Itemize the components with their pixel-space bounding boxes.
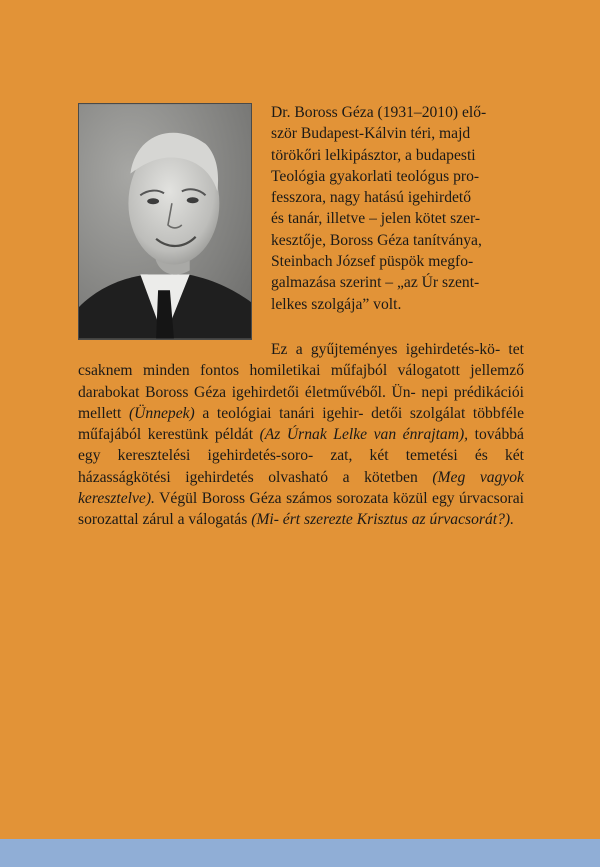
description-italic-title: (Meg vagyok keresztelve). xyxy=(78,468,524,508)
author-bio-line: lelkes szolgája” volt. xyxy=(271,295,402,313)
bottom-color-stripe xyxy=(0,839,600,867)
description-italic-title: (Ünnepek) xyxy=(128,404,195,422)
author-bio-line: törökőri lelkipásztor, a budapesti xyxy=(271,146,476,164)
author-bio-line: Teológia gyakorlati teológus pro- xyxy=(271,167,480,185)
description-italic-title: (Az Úrnak Lelke van énrajtam), xyxy=(259,426,469,444)
book-description-paragraph xyxy=(78,339,524,531)
author-bio-line: Steinbach József püspök megfo- xyxy=(271,253,474,271)
description-text: Ez a gyűjteményes igehirdetés-kö- tet csaknem minden fontos homiletikai műfajból válogatott jellemző darabokat Boross Géza igehirdetői életművéből. Ün- nepi prédikációi mellett xyxy=(78,341,524,422)
description-text: továbbá egy keresztelési igehirdetés-soro- zat, két temetési és két házasságkötési igehirdetés olvasható a kötetben xyxy=(78,426,524,486)
author-bio-line: fesszora, nagy hatású igehirdető xyxy=(271,189,472,207)
author-bio-line: ször Budapest-Kálvin téri, majd xyxy=(271,125,471,143)
author-bio-line: galmazása szerint – „az Úr szent- xyxy=(271,274,480,292)
author-bio-line: és tanár, illetve – jelen kötet szer- xyxy=(271,210,481,228)
author-bio-line: kesztője, Boross Géza tanítványa, xyxy=(271,231,482,249)
author-bio-line: Dr. Boross Géza (1931–2010) elő- xyxy=(271,104,487,121)
description-text: a teológiai tanári igehir- detői szolgálat többféle műfajából kerestünk példát xyxy=(78,404,524,444)
author-portrait-photo xyxy=(78,103,252,340)
author-bio-paragraph xyxy=(271,102,523,315)
description-italic-title: (Mi- ért szerezte Krisztus az úrvacsorát?). xyxy=(251,511,514,529)
description-text: Végül Boross Géza számos sorozata közül egy úrvacsorai sorozattal zárul a válogatás xyxy=(78,490,524,529)
